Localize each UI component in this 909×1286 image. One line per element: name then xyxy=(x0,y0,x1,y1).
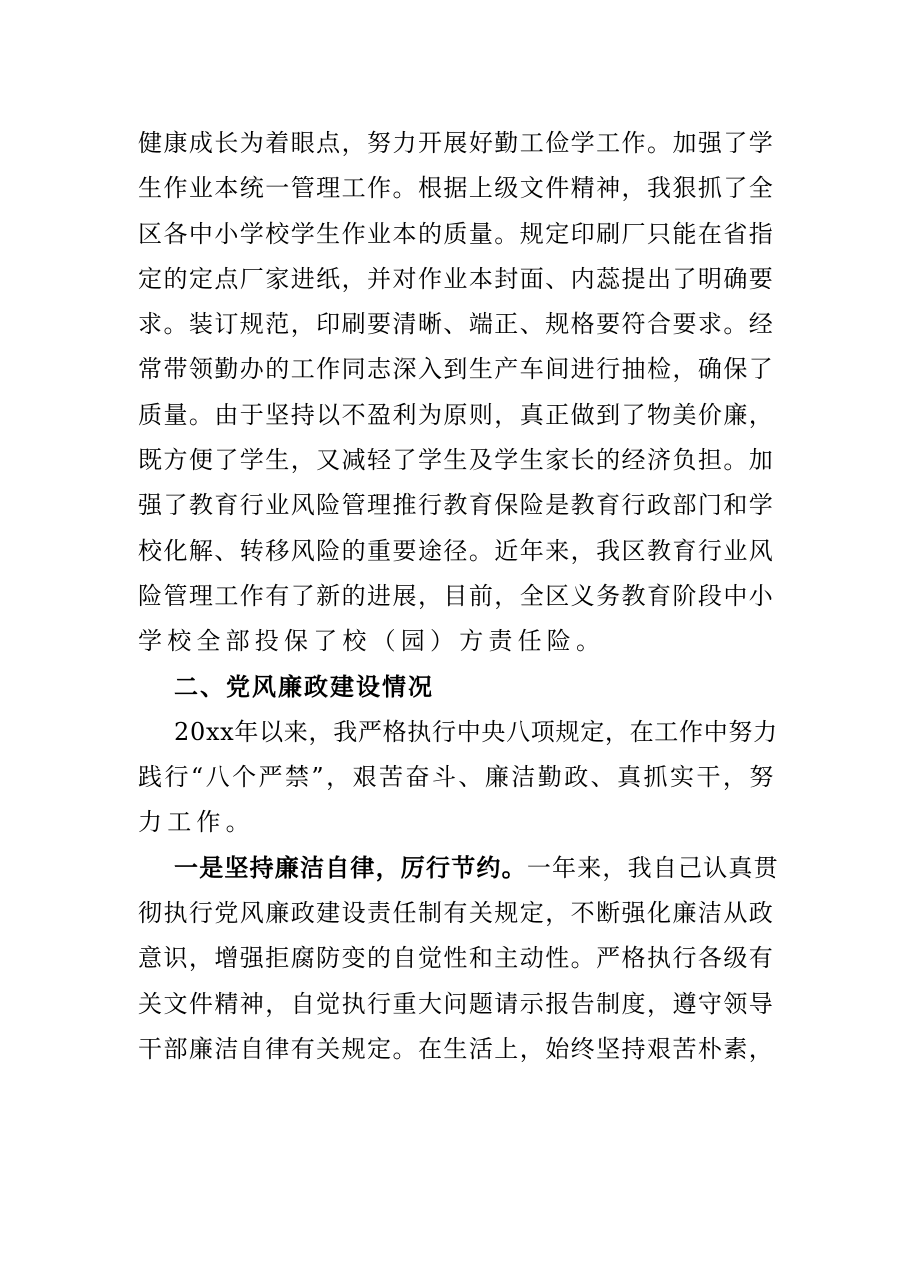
paragraph-line: 意识，增强拒腐防变的自觉性和主动性。严格执行各级有 xyxy=(138,944,775,973)
paragraph-line: 20xx年以来，我严格执行中央八项规定，在工作中努力 xyxy=(174,717,778,746)
paragraph-line-text: 一年来，我自己认真贯 xyxy=(526,853,779,882)
paragraph-line: 常带领勤办的工作同志深入到生产车间进行抽检，确保了 xyxy=(138,355,775,384)
paragraph-line: 校化解、转移风险的重要途径。近年来，我区教育行业风 xyxy=(138,536,775,565)
paragraph-line: 求。装订规范，印刷要清晰、端正、规格要符合要求。经 xyxy=(138,310,775,339)
paragraph-line-lead xyxy=(138,846,779,891)
paragraph-line: 学校全部投保了校（园）方责任险。 xyxy=(138,627,606,656)
paragraph-line: 强了教育行业风险管理推行教育保险是教育行政部门和学 xyxy=(138,491,775,520)
paragraph-line: 既方便了学生，又减轻了学生及学生家长的经济负担。加 xyxy=(138,446,775,475)
paragraph-line: 践行“八个严禁”，艰苦奋斗、廉洁勤政、真抓实干，努 xyxy=(138,763,776,792)
bold-lead-text: 一是坚持廉洁自律，厉行节约。 xyxy=(174,853,527,882)
paragraph-line: 生作业本统一管理工作。根据上级文件精神，我狠抓了全 xyxy=(138,174,775,203)
section-heading: 二、党风廉政建设情况 xyxy=(174,672,434,701)
paragraph-line: 彻执行党风廉政建设责任制有关规定，不断强化廉洁从政 xyxy=(138,899,775,928)
paragraph-line: 定的定点厂家进纸，并对作业本封面、内蕊提出了明确要 xyxy=(138,264,775,293)
document-body xyxy=(138,121,779,1072)
paragraph-line: 区各中小学校学生作业本的质量。规定印刷厂只能在省指 xyxy=(138,219,775,248)
paragraph-line: 力工作。 xyxy=(138,808,255,837)
paragraph-line: 险管理工作有了新的进展，目前，全区义务教育阶段中小 xyxy=(138,581,775,610)
paragraph-line: 关文件精神，自觉执行重大问题请示报告制度，遵守领导 xyxy=(138,989,775,1018)
paragraph-line: 干部廉洁自律有关规定。在生活上，始终坚持艰苦朴素， xyxy=(138,1034,775,1063)
paragraph-line: 质量。由于坚持以不盈利为原则，真正做到了物美价廉， xyxy=(138,400,775,429)
paragraph-line: 健康成长为着眼点，努力开展好勤工俭学工作。加强了学 xyxy=(138,129,775,157)
